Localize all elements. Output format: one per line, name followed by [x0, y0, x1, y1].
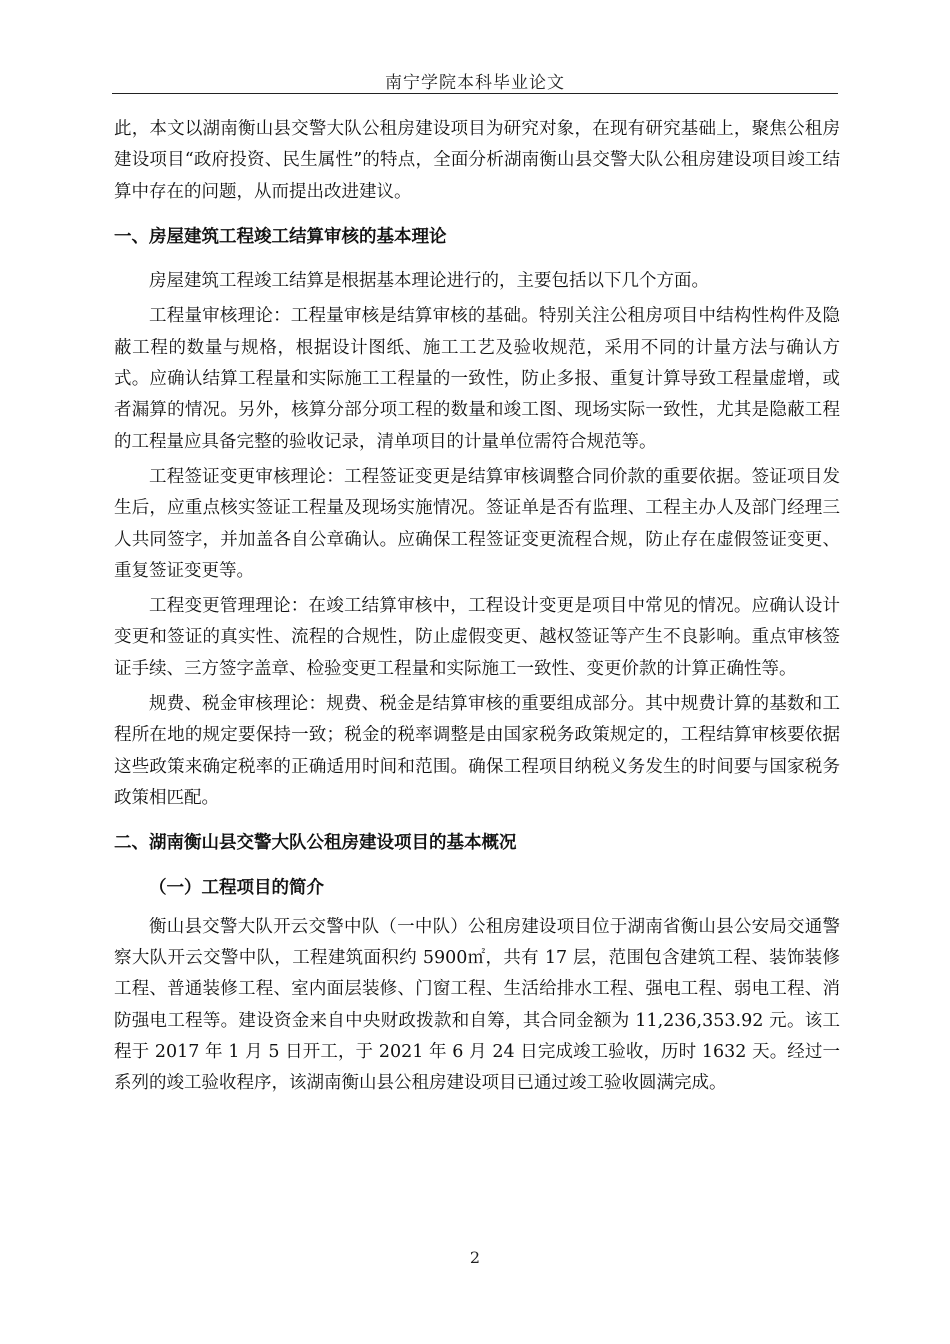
paragraph-fees-taxes: 规费、税金审核理论：规费、税金是结算审核的重要组成部分。其中规费计算的基数和工程所在地的规定要保持一致；税金的税率调整是由国家税务政策规定的，工程结算审核要依据这些政策来确定税率的正确适用时间和范围。确保工程项目纳税义务发生的时间要与国家税务政策相匹配。 [114, 694, 840, 808]
paragraph-intro: 房屋建筑工程竣工结算是根据基本理论进行的，主要包括以下几个方面。 [149, 271, 709, 292]
paragraph-visa-review: 工程签证变更审核理论：工程签证变更是结算审核调整合同价款的重要依据。签证项目发生后，应重点核实签证工程量及现场实施情况。签证单是否有监理、工程主办人及部门经理三人共同签字，并加盖各自公章确认。应确保工程签证变更流程合规，防止存在虚假签证变更、重复签证变更等。 [114, 466, 840, 581]
section-heading-1: 一、房屋建筑工程竣工结算审核的基本理论 [114, 226, 447, 247]
paragraph-change-management: 工程变更管理理论：在竣工结算审核中，工程设计变更是项目中常见的情况。应确认设计变更和签证的真实性、流程的合规性，防止虚假变更、越权签证等产生不良影响。重点审核签证手续、三方签字盖章、检验变更工程量和实际施工一致性、变更价款的计算正确性等。 [114, 596, 840, 679]
page-number: 2 [469, 1248, 481, 1267]
body-text [114, 114, 840, 1100]
subsection-heading-1: （一）工程项目的简介 [149, 877, 324, 898]
paragraph-continuation: 此，本文以湖南衡山县交警大队公租房建设项目为研究对象，在现有研究基础上，聚焦公租房建设项目“政府投资、民生属性”的特点，全面分析湖南衡山县交警大队公租房建设项目竣工结算中存在的问题，从而提出改进建议。 [114, 119, 840, 202]
paragraph-project-intro: 衡山县交警大队开云交警中队（一中队）公租房建设项目位于湖南省衡山县公安局交通警察大队开云交警中队，工程建筑面积约 5900㎡，共有 17 层，范围包含建筑工程、装饰装修工程、普通装修工程、室内面层装修、门窗工程、生活给排水工程、强电工程、弱电工程、消防强电工程等。建设资金来自中央财政拨款和自筹，其合同金额为 11,236,353.92 元。该工程于 2017 年 1 月 5 日开工，于 2021 年 6 月 24 日完成竣工验收，历时 1632 天。经过一系列的竣工验收程序，该湖南衡山县公租房建设项目已通过竣工验收圆满完成。 [114, 916, 840, 1094]
section-heading-2: 二、湖南衡山县交警大队公租房建设项目的基本概况 [114, 833, 517, 854]
header-rule [112, 93, 838, 94]
paragraph-quantity-review: 工程量审核理论：工程量审核是结算审核的基础。特别关注公租房项目中结构性构件及隐蔽工程的数量与规格，根据设计图纸、施工工艺及验收规范，采用不同的计量方法与确认方式。应确认结算工程量和实际施工工程量的一致性，防止多报、重复计算导致工程量虚增，或者漏算的情况。另外，核算分部分项工程的数量和竣工图、现场实际一致性，尤其是隐蔽工程的工程量应具备完整的验收记录，清单项目的计量单位需符合规范等。 [114, 306, 840, 452]
running-header: 南宁学院本科毕业论文 [385, 73, 565, 93]
